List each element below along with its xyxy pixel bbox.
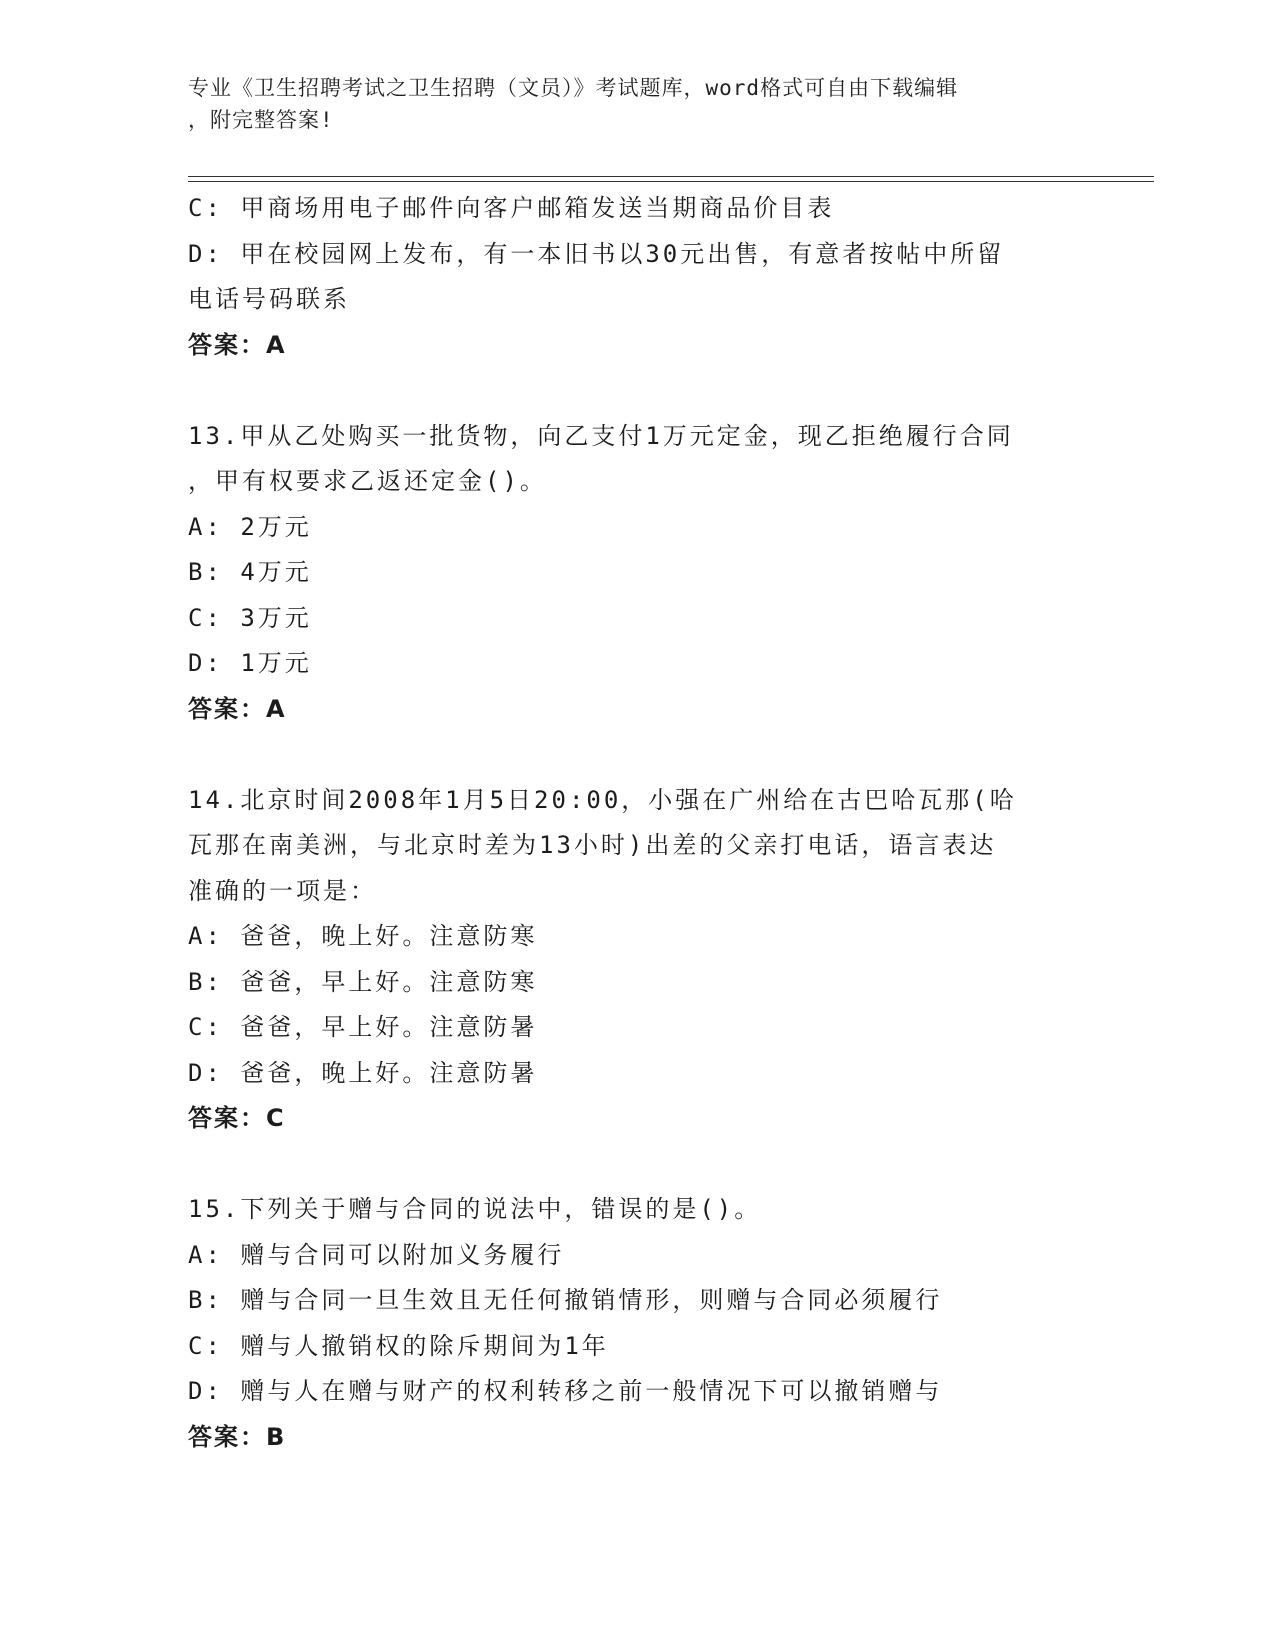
question-15 [188,1187,1088,1460]
option-d: D: 1万元 [188,649,312,677]
question-13 [188,414,1088,733]
header-line-1: 专业《卫生招聘考试之卫生招聘（文员）》考试题库，word格式可自由下载编辑 [188,76,959,100]
answer: 答案：C [188,1104,286,1132]
spacer [188,1142,1088,1188]
option-c: C: 甲商场用电子邮件向客户邮箱发送当期商品价目表 [188,194,835,222]
header-divider-top [188,176,1154,177]
option-d-line-1: D: 甲在校园网上发布，有一本旧书以30元出售，有意者按帖中所留 [188,239,1005,268]
spacer [188,368,1088,414]
option-b: B: 爸爸，早上好。注意防寒 [188,967,538,996]
question-stem-line-1: 13.甲从乙处购买一批货物，向乙支付1万元定金，现乙拒绝履行合同 [188,421,1014,450]
question-stem-line-3: 准确的一项是： [188,876,377,905]
option-d-line-2: 电话号码联系 [188,285,350,313]
question-12-tail [188,186,1088,368]
answer: 答案：A [188,330,287,359]
document-header [188,72,1068,136]
question-14 [188,778,1088,1142]
option-a: A: 2万元 [188,512,312,541]
header-divider-bottom [188,181,1154,182]
question-stem-line-2: ，甲有权要求乙返还定金()。 [188,467,547,495]
answer: 答案：B [188,1422,287,1451]
question-list [188,186,1088,1460]
question-stem-line-1: 14.北京时间2008年1月5日20:00，小强在广州给在古巴哈瓦那(哈 [188,785,1017,814]
answer: 答案：A [188,694,287,723]
option-c: C: 赠与人撤销权的除斥期间为1年 [188,1331,609,1360]
option-d: D: 赠与人在赠与财产的权利转移之前一般情况下可以撤销赠与 [188,1377,943,1405]
option-b: B: 4万元 [188,558,312,586]
spacer [188,732,1088,778]
question-stem: 15.下列关于赠与合同的说法中，错误的是()。 [188,1195,762,1223]
question-stem-line-2: 瓦那在南美洲，与北京时差为13小时)出差的父亲打电话，语言表达 [188,831,997,859]
option-a: A: 赠与合同可以附加义务履行 [188,1240,565,1269]
option-c: C: 3万元 [188,603,312,632]
option-c: C: 爸爸，早上好。注意防暑 [188,1013,538,1041]
option-b: B: 赠与合同一旦生效且无任何撤销情形，则赠与合同必须履行 [188,1286,943,1314]
header-line-2: ，附完整答案! [188,108,334,132]
option-a: A: 爸爸，晚上好。注意防寒 [188,922,538,950]
option-d: D: 爸爸，晚上好。注意防暑 [188,1058,538,1087]
